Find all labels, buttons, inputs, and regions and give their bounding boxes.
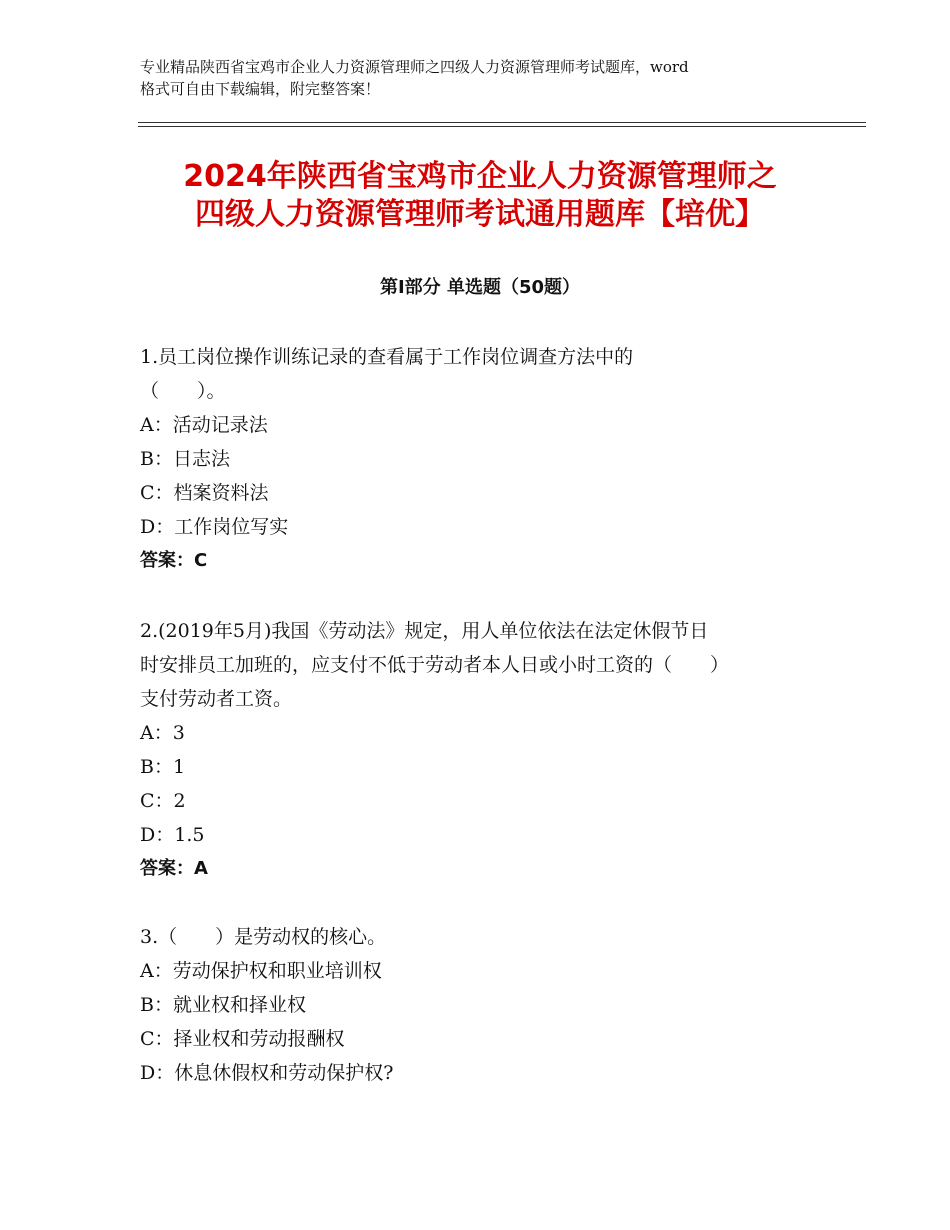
question-stem-line: 2.(2019年5月)我国《劳动法》规定，用人单位依法在法定休假节日 xyxy=(140,620,709,642)
option-b: B：1 xyxy=(140,756,186,778)
option-b: B：日志法 xyxy=(140,448,230,470)
option-a: A：劳动保护权和职业培训权 xyxy=(140,960,382,982)
option-b: B：就业权和择业权 xyxy=(140,994,306,1016)
title-line-2: 四级人力资源管理师考试通用题库【培优】 xyxy=(195,197,765,232)
header-line-1: 专业精品陕西省宝鸡市企业人力资源管理师之四级人力资源管理师考试题库，word xyxy=(140,58,689,76)
option-d: D：1.5 xyxy=(140,824,205,846)
option-d: D：工作岗位写实 xyxy=(140,516,289,538)
question-3 xyxy=(140,920,800,1090)
answer: 答案：A xyxy=(140,858,208,879)
question-stem-line: 3.（ ）是劳动权的核心。 xyxy=(140,926,387,948)
document-header xyxy=(140,56,830,100)
header-divider-bottom xyxy=(138,126,866,127)
header-divider-top xyxy=(138,122,866,123)
question-1 xyxy=(140,340,800,578)
section-heading: 第Ⅰ部分 单选题（50题） xyxy=(379,277,580,298)
title-line-1: 2024年陕西省宝鸡市企业人力资源管理师之 xyxy=(183,159,777,194)
option-c: C：择业权和劳动报酬权 xyxy=(140,1028,345,1050)
option-a: A：3 xyxy=(140,722,185,744)
header-line-2: 格式可自由下载编辑，附完整答案！ xyxy=(140,80,381,98)
option-d: D：休息休假权和劳动保护权? xyxy=(140,1062,394,1084)
question-stem-line: 1.员工岗位操作训练记录的查看属于工作岗位调查方法中的 xyxy=(140,346,634,368)
question-stem-line: 时安排员工加班的，应支付不低于劳动者本人日或小时工资的（ ） xyxy=(140,654,730,676)
question-stem-line: （ ）。 xyxy=(140,380,226,402)
option-a: A：活动记录法 xyxy=(140,414,268,436)
question-stem-line: 支付劳动者工资。 xyxy=(140,688,293,710)
answer: 答案：C xyxy=(140,550,208,571)
document-title xyxy=(140,158,820,234)
option-c: C：档案资料法 xyxy=(140,482,269,504)
question-2 xyxy=(140,614,800,886)
option-c: C：2 xyxy=(140,790,186,812)
